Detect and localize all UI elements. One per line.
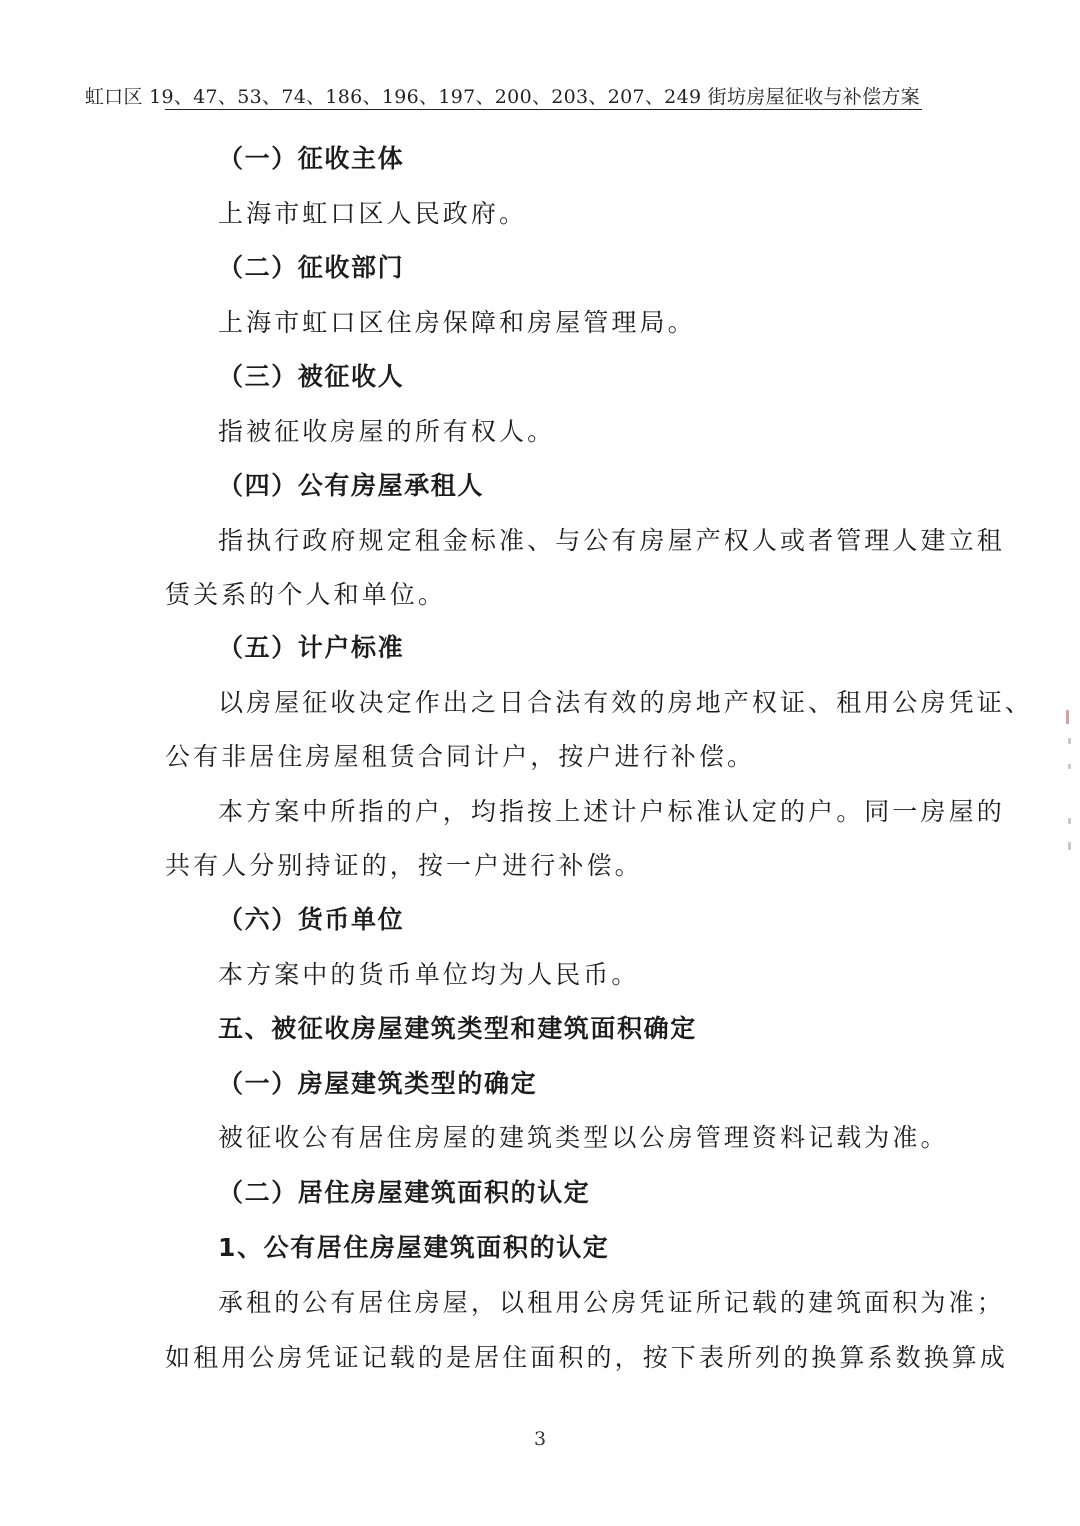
paragraph-line: 被征收公有居住房屋的建筑类型以公房管理资料记载为准。	[218, 1123, 949, 1152]
paragraph-line: 如租用公房凭证记载的是居住面积的，按下表所列的换算系数换算成	[165, 1343, 1009, 1372]
header-title: 虹口区 19、47、53、74、186、196、197、200、203、207、249 街坊房屋征收与补偿方案	[84, 86, 920, 108]
paragraph-line: 共有人分别持证的，按一户进行补偿。	[165, 851, 643, 880]
section-heading-building-type-area: 五、被征收房屋建筑类型和建筑面积确定	[218, 1014, 697, 1043]
heading-collection-subject: （一）征收主体	[218, 144, 405, 173]
paragraph-line: 以房屋征收决定作出之日合法有效的房地产权证、租用公房凭证、	[218, 688, 1033, 717]
heading-currency-unit: （六）货币单位	[218, 905, 405, 934]
heading-public-housing-tenant: （四）公有房屋承租人	[218, 471, 485, 500]
paragraph-line: 赁关系的个人和单位。	[165, 580, 447, 609]
heading-collection-department: （二）征收部门	[218, 253, 405, 282]
heading-building-type: （一）房屋建筑类型的确定	[218, 1069, 538, 1098]
heading-residential-area: （二）居住房屋建筑面积的认定	[218, 1178, 591, 1207]
paragraph-line: 上海市虹口区人民政府。	[218, 199, 528, 228]
paragraph-line: 指被征收房屋的所有权人。	[218, 417, 556, 446]
page-number: 3	[533, 1428, 547, 1450]
paragraph-line: 本方案中的货币单位均为人民币。	[218, 960, 640, 989]
header-divider	[165, 109, 922, 110]
paragraph-line: 指执行政府规定租金标准、与公有房屋产权人或者管理人建立租	[218, 526, 1005, 555]
heading-expropriated-party: （三）被征收人	[218, 362, 405, 391]
heading-public-residential-area: 1、公有居住房屋建筑面积的认定	[218, 1233, 610, 1262]
paragraph-line: 承租的公有居住房屋，以租用公房凭证所记载的建筑面积为准；	[218, 1288, 1005, 1317]
paragraph-line: 上海市虹口区住房保障和房屋管理局。	[218, 308, 696, 337]
paragraph-line: 公有非居住房屋租赁合同计户，按户进行补偿。	[165, 742, 756, 771]
heading-household-standard: （五）计户标准	[218, 633, 405, 662]
paragraph-line: 本方案中所指的户，均指按上述计户标准认定的户。同一房屋的	[218, 797, 1005, 826]
